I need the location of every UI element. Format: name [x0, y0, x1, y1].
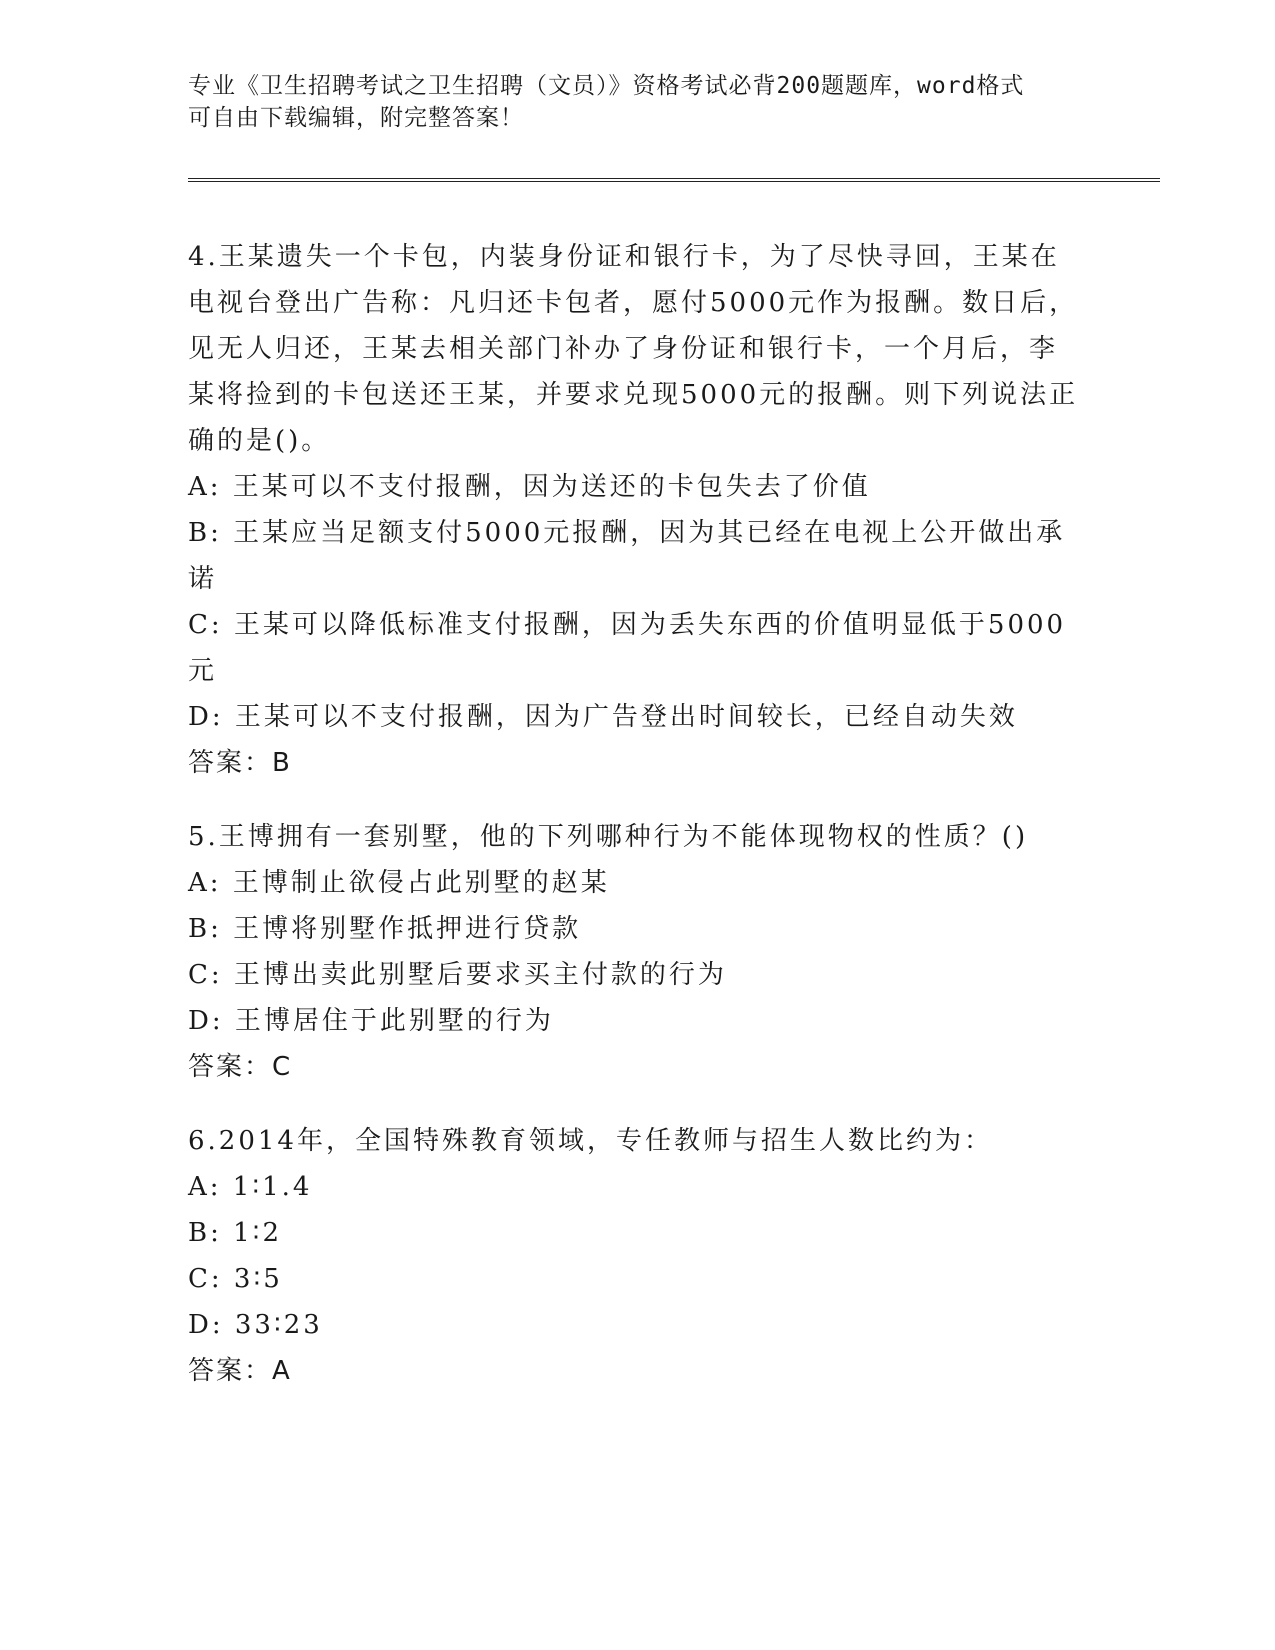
header-divider: [188, 178, 1160, 182]
option-d: D: 33∶23: [188, 1310, 323, 1340]
option-b: B: 1∶2: [188, 1218, 282, 1248]
question-stem-line: 确的是()。: [188, 426, 331, 456]
option-a: A: 王博制止欲侵占此别墅的赵某: [188, 868, 610, 898]
option-c: C: 王博出卖此别墅后要求买主付款的行为: [188, 960, 727, 990]
option-b: B: 王某应当足额支付5000元报酬，因为其已经在电视上公开做出承: [188, 518, 1066, 548]
question-6: [188, 1118, 1088, 1394]
question-stem-line: 某将捡到的卡包送还王某，并要求兑现5000元的报酬。则下列说法正: [188, 380, 1079, 410]
question-stem-line: 6.2014年，全国特殊教育领域，专任教师与招生人数比约为：: [188, 1126, 993, 1156]
option-c-continued: 元: [188, 656, 218, 686]
answer-label: 答案：B: [188, 748, 292, 778]
header-title-line-1: 专业《卫生招聘考试之卫生招聘（文员）》资格考试必背200题题库，word格式: [188, 73, 1025, 99]
option-c: C: 3∶5: [188, 1264, 283, 1294]
option-d: D: 王博居住于此别墅的行为: [188, 1006, 554, 1036]
option-b: B: 王博将别墅作抵押进行贷款: [188, 914, 582, 944]
answer-label: 答案：C: [188, 1052, 293, 1082]
option-b-continued: 诺: [188, 564, 218, 594]
option-a: A: 王某可以不支付报酬，因为送还的卡包失去了价值: [188, 472, 871, 502]
option-d: D: 王某可以不支付报酬，因为广告登出时间较长，已经自动失效: [188, 702, 1018, 732]
question-stem-line: 见无人归还，王某去相关部门补办了身份证和银行卡，一个月后，李: [188, 334, 1059, 364]
question-4: [188, 234, 1088, 786]
header-title-line-2: 可自由下载编辑，附完整答案！: [188, 105, 524, 131]
document-header: [188, 70, 1088, 134]
question-stem-line: 5.王博拥有一套别墅，他的下列哪种行为不能体现物权的性质？(): [188, 822, 1029, 852]
option-c: C: 王某可以降低标准支付报酬，因为丢失东西的价值明显低于5000: [188, 610, 1067, 640]
question-stem-line: 电视台登出广告称：凡归还卡包者，愿付5000元作为报酬。数日后，: [188, 288, 1079, 318]
question-5: [188, 814, 1088, 1090]
question-stem-line: 4.王某遗失一个卡包，内装身份证和银行卡，为了尽快寻回，王某在: [188, 242, 1060, 272]
option-a: A: 1∶1.4: [188, 1172, 313, 1202]
question-list: [188, 234, 1088, 1422]
answer-label: 答案：A: [188, 1356, 292, 1386]
